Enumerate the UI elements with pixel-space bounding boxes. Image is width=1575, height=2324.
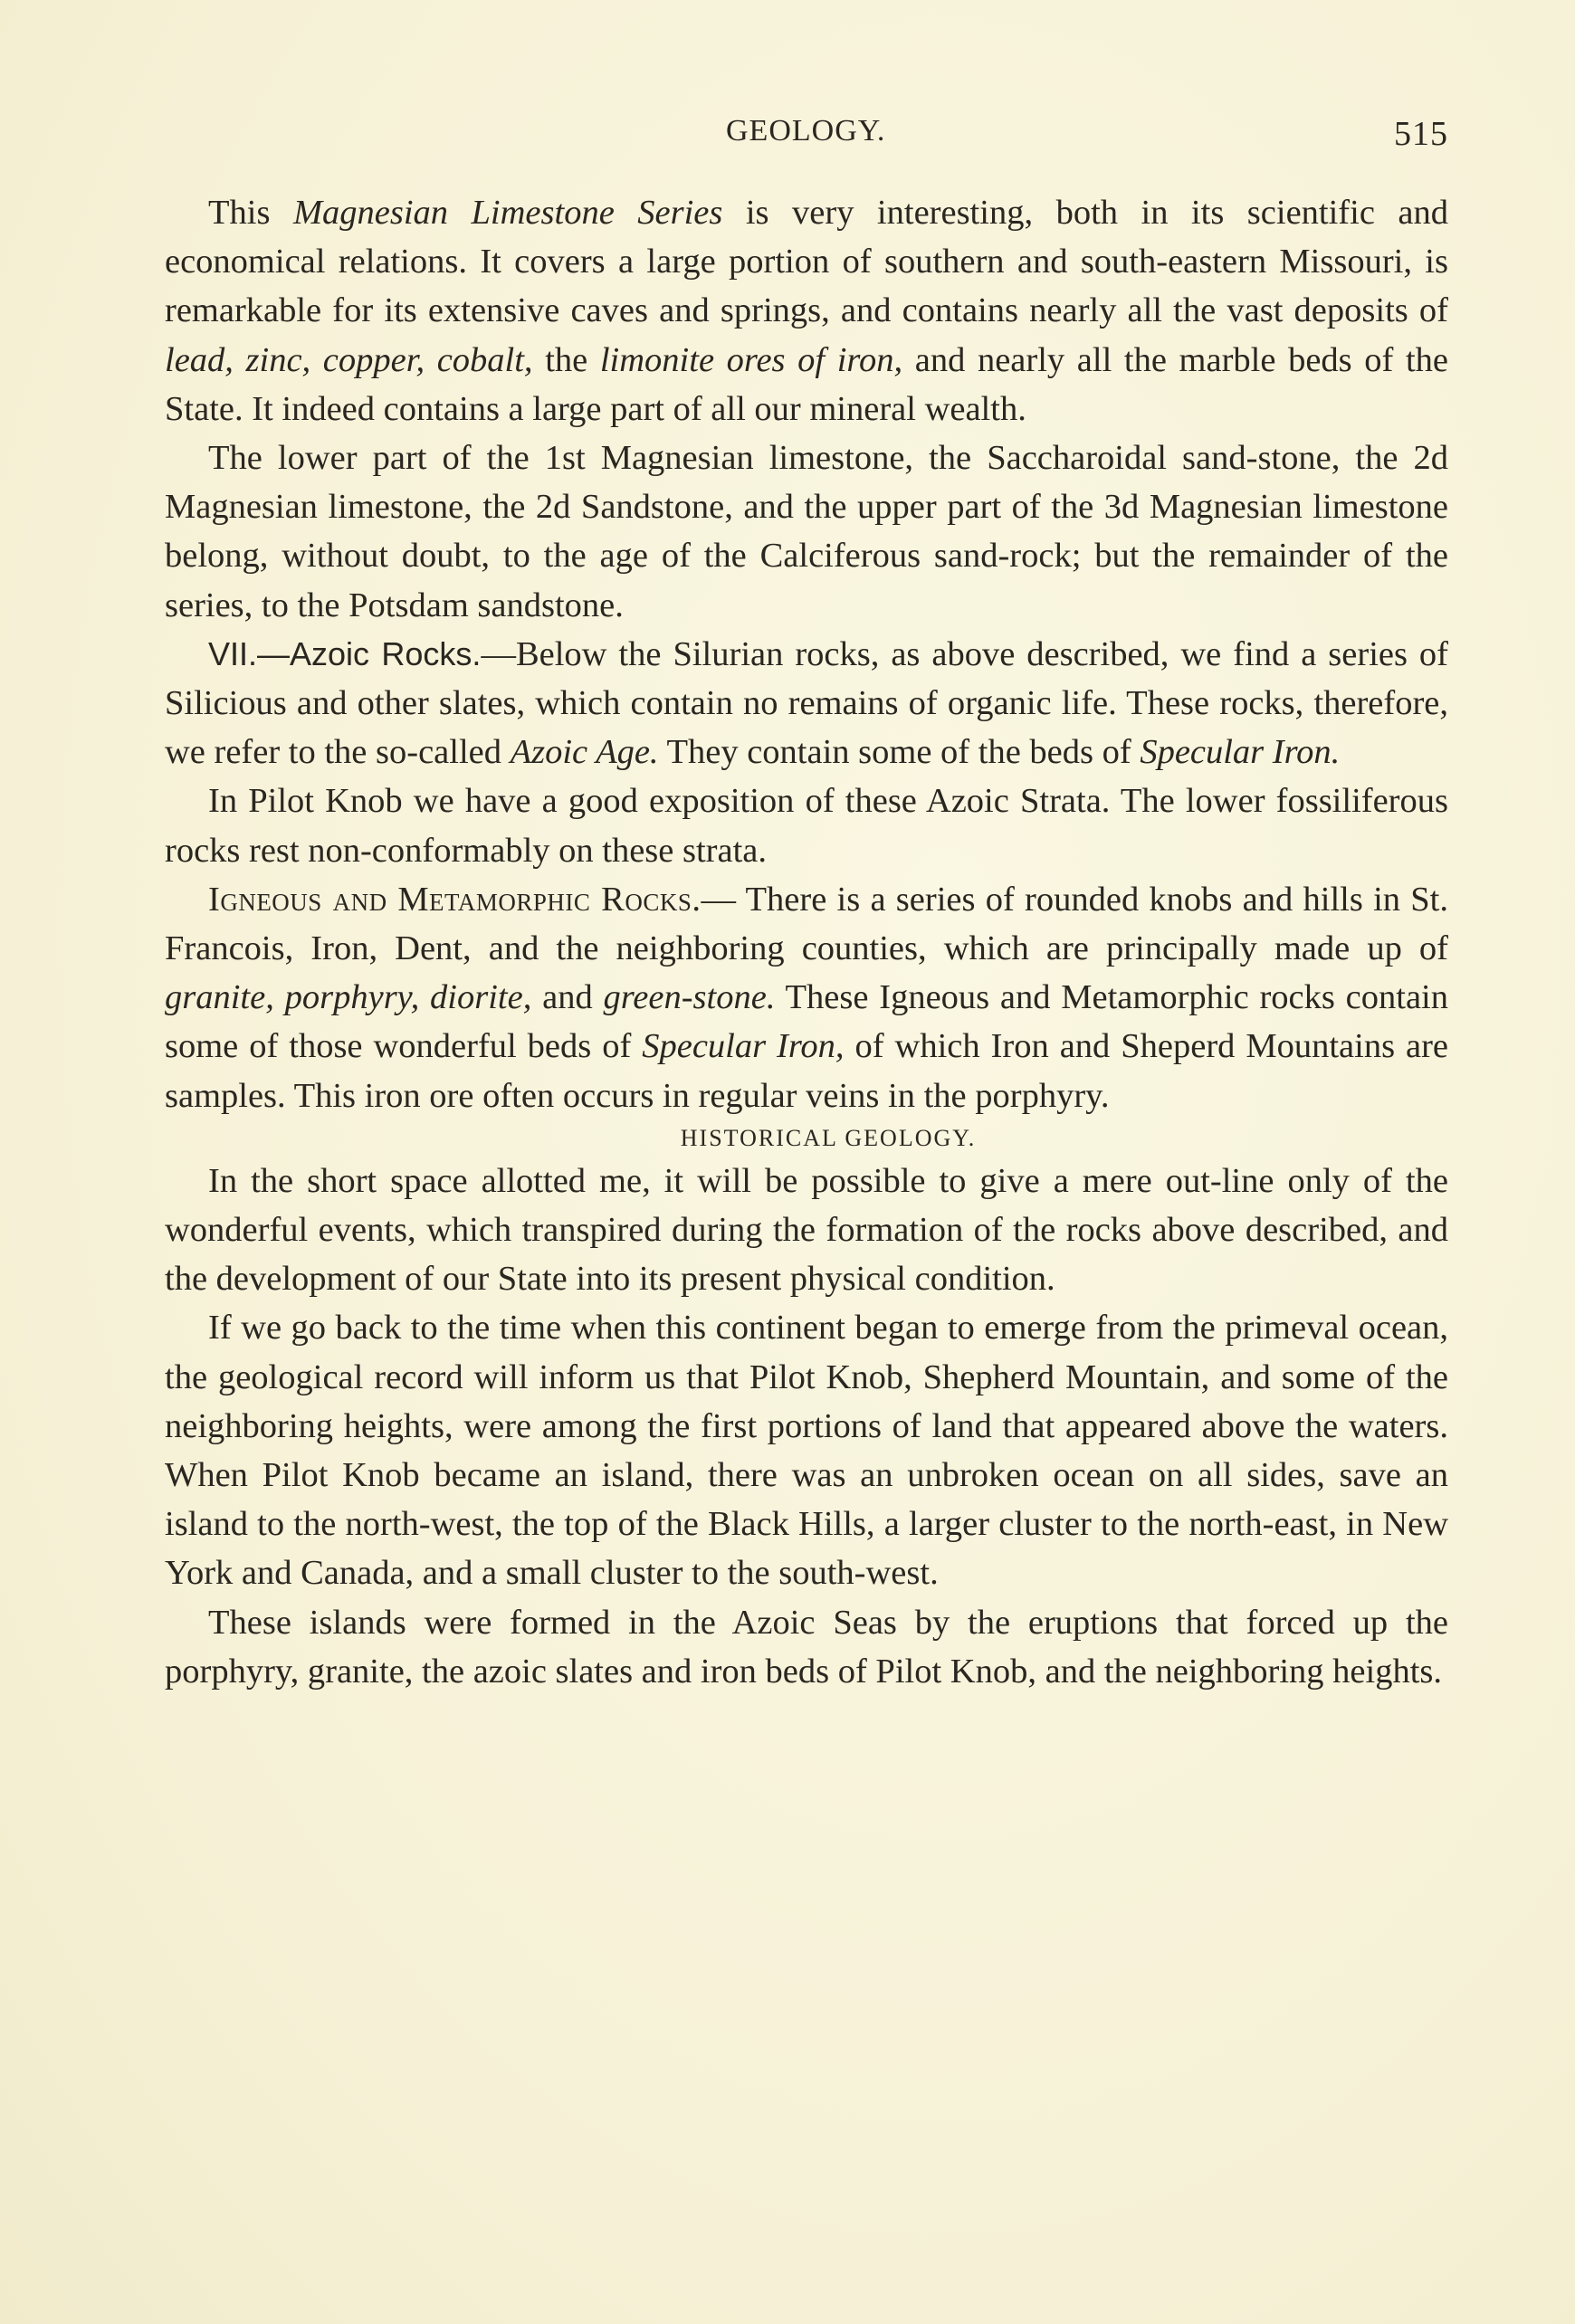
- running-head: [165, 107, 1448, 152]
- italic-term: Magnesian Limestone Series: [292, 194, 723, 232]
- running-title: GEOLOGY.: [726, 114, 886, 148]
- text-segment: and: [531, 978, 604, 1017]
- body-text: [165, 188, 1448, 1696]
- paragraph-igneous: [165, 875, 1448, 1120]
- italic-term: limonite ores of iron,: [599, 340, 903, 379]
- text-segment: These islands were formed in the Azoic Seas by the eruptions that forced up the porphyry, granite, the azoic slates and iron beds of Pilot Knob, and the neighboring heights.: [165, 1603, 1448, 1691]
- paragraph-pilot-knob: [165, 776, 1448, 874]
- text-segment: is very interesting, both in its scientific and economical relations. It covers a large portion of southern and south-eastern Missouri, is remarkable for its extensive caves and springs, and contains nearly all the vast deposits of: [165, 194, 1448, 330]
- text-segment: The lower part of the 1st Magnesian limestone, the Saccharoidal sand-stone, the 2d Magnesian limestone, the 2d Sandstone, and the upper part of the 3d Magnesian limestone belong, without doubt, to the age of the Calciferous sand-rock; but the remainder of the series, to the Potsdam sandstone.: [165, 439, 1448, 624]
- italic-term: Specular Iron,: [642, 1027, 845, 1066]
- text-segment: If we go back to the time when this continent began to emerge from the primeval ocean, the geological record will inform us that Pilot Knob, Shepherd Mountain, and some of the neighboring heights, were among the first portions of land that appeared above the waters. When Pilot Knob became an island, there was an unbroken ocean on all sides, save an island to the north-west, the top of the Black Hills, a larger cluster to the north-east, in New York and Canada, and a small cluster to the south-west.: [165, 1309, 1448, 1593]
- text-segment: In the short space allotted me, it will be possible to give a mere out-line only of the wonderful events, which transpired during the formation of the rocks above described, and the development of our State into its present physical condition.: [165, 1161, 1448, 1299]
- italic-term: granite, porphyry, diorite,: [165, 978, 532, 1017]
- paragraph-islands-formed: [165, 1598, 1448, 1696]
- text-segment: This: [208, 194, 293, 232]
- text-segment: —Below the Silurian rocks, as above described, we find a series of Silicious and other slates, which contain no remains of organic life. These rocks, therefore, we refer to the so-called: [165, 634, 1449, 772]
- paragraph-short-space: [165, 1157, 1448, 1304]
- italic-term: Specular Iron.: [1140, 733, 1341, 772]
- text-segment: In Pilot Knob we have a good exposition of these Azoic Strata. The lower fossiliferous rocks rest non-conformably on these strata.: [165, 782, 1448, 870]
- paragraph-continent-emerge: [165, 1303, 1448, 1597]
- text-segment: These Igneous and Metamorphic rocks contain some of those wonderful beds of: [165, 978, 1448, 1066]
- italic-term: lead, zinc, copper, cobalt,: [165, 340, 533, 379]
- italic-term: Azoic Age.: [510, 733, 659, 772]
- text-segment: They contain some of the beds of: [658, 733, 1141, 772]
- paragraph-magnesian-series: [165, 188, 1448, 433]
- text-segment: the: [532, 340, 600, 379]
- section-lead: VII.—Azoic Rocks.: [208, 634, 482, 672]
- text-segment: — There is a series of rounded knobs and hills in St. Francois, Iron, Dent, and the neighboring counties, which are principally made up of: [165, 880, 1448, 968]
- page-number: 515: [1394, 115, 1448, 153]
- text-segment: of which Iron and Sheperd Mountains are samples. This iron ore often occurs in regular veins in the porphyry.: [165, 1027, 1449, 1115]
- text-segment: and nearly all the marble beds of the State. It indeed contains a large part of all our mineral wealth.: [165, 340, 1448, 428]
- paragraph-lower-part: [165, 433, 1448, 630]
- italic-term: green-stone.: [603, 978, 776, 1017]
- section-heading: HISTORICAL GEOLOGY.: [680, 1124, 977, 1151]
- paragraph-azoic-rocks: [165, 630, 1448, 777]
- section-lead: Igneous and Metamorphic Rocks.: [208, 880, 702, 919]
